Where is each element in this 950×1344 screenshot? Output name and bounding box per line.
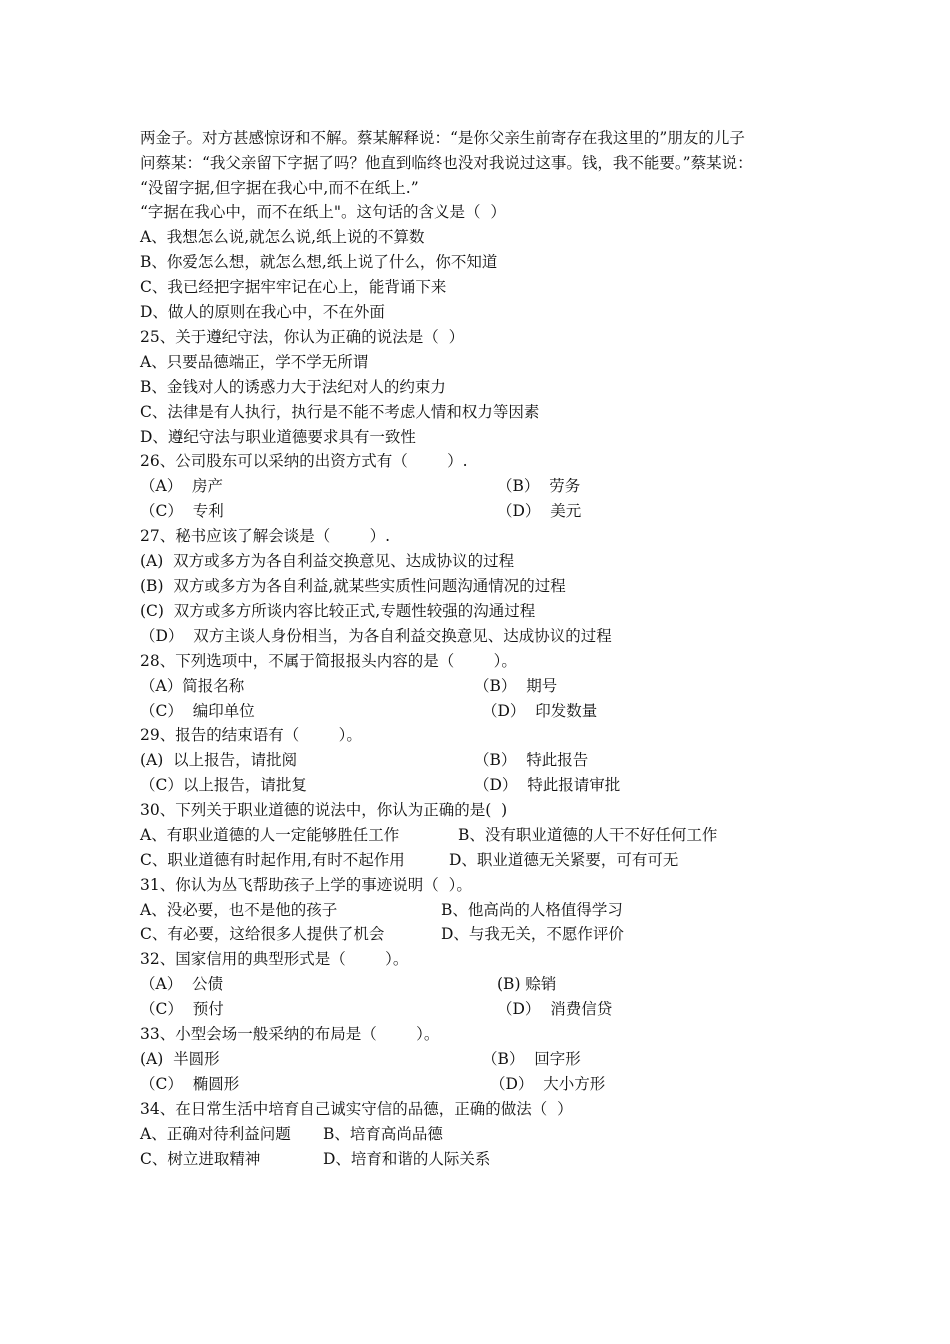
q34-option-d: D、培育和谐的人际关系: [323, 1150, 491, 1168]
q26-option-d: （D） 美元: [497, 502, 582, 520]
option-c: C、我已经把字据牢牢记在心上，能背诵下来: [140, 278, 447, 296]
q32-option-c: （C） 预付: [140, 1000, 224, 1018]
passage-line: “没留字据,但字据在我心中,而不在纸上.”: [140, 179, 419, 197]
q31-option-d: D、与我无关，不愿作评价: [441, 925, 624, 943]
q31-option-b: B、他高尚的人格值得学习: [441, 901, 623, 919]
q28-option-c: （C） 编印单位: [140, 702, 255, 720]
option-b: B、你爱怎么想，就怎么想,纸上说了什么，你不知道: [140, 253, 498, 271]
question-32: 32、国家信用的典型形式是（ ）。: [140, 950, 409, 968]
q25-option-c: C、法律是有人执行，执行是不能不考虑人情和权力等因素: [140, 403, 540, 421]
q26-option-b: （B） 劳务: [497, 477, 581, 495]
question-33: 33、小型会场一般采纳的布局是（ ）。: [140, 1025, 440, 1043]
q30-option-b: B、没有职业道德的人干不好任何工作: [458, 826, 718, 844]
q34-option-b: B、培育高尚品德: [323, 1125, 443, 1143]
q30-option-a: A、有职业道德的人一定能够胜任工作: [140, 826, 400, 844]
q30-option-d: D、职业道德无关紧要，可有可无: [449, 851, 679, 869]
q28-option-d: （D） 印发数量: [482, 702, 598, 720]
q33-option-d: （D） 大小方形: [490, 1075, 606, 1093]
q31-option-a: A、没必要，也不是他的孩子: [140, 901, 338, 919]
q32-option-b: (B) 赊销: [497, 975, 557, 993]
q33-option-a: (A) 半圆形: [140, 1050, 220, 1068]
question-31: 31、你认为丛飞帮助孩子上学的事迹说明（ ）。: [140, 876, 472, 894]
question-26: 26、公司股东可以采纳的出资方式有（ ）.: [140, 452, 468, 470]
q26-option-c: （C） 专利: [140, 502, 224, 520]
question-27: 27、秘书应该了解会谈是（ ）.: [140, 527, 391, 545]
question-30: 30、下列关于职业道德的说法中，你认为正确的是( ): [140, 801, 508, 819]
q33-option-b: （B） 回字形: [482, 1050, 581, 1068]
q25-option-a: A、只要品德端正，学不学无所谓: [140, 353, 369, 371]
option-d: D、做人的原则在我心中，不在外面: [140, 303, 385, 321]
q32-option-d: （D） 消费信贷: [497, 1000, 613, 1018]
q27-option-d: （D） 双方主谈人身份相当，为各自利益交换意见、达成协议的过程: [140, 627, 612, 645]
q25-option-d: D、遵纪守法与职业道德要求具有一致性: [140, 428, 416, 446]
q30-option-c: C、职业道德有时起作用,有时不起作用: [140, 851, 405, 869]
q27-option-c: (C) 双方或多方所谈内容比较正式,专题性较强的沟通过程: [140, 602, 536, 620]
q26-option-a: （A） 房产: [140, 477, 224, 495]
option-a: A、我想怎么说,就怎么说,纸上说的不算数: [140, 228, 425, 246]
q27-option-a: (A) 双方或多方为各自利益交换意见、达成协议的过程: [140, 552, 515, 570]
q29-option-a: (A) 以上报告，请批阅: [140, 751, 298, 769]
question-28: 28、下列选项中，不属于简报报头内容的是（ ）。: [140, 652, 517, 670]
q27-option-b: (B) 双方或多方为各自利益,就某些实质性问题沟通情况的过程: [140, 577, 566, 595]
q32-option-a: （A） 公债: [140, 975, 224, 993]
question-29: 29、报告的结束语有（ ）。: [140, 726, 362, 744]
q29-option-c: （C）以上报告，请批复: [140, 776, 307, 794]
question-25: 25、关于遵纪守法，你认为正确的说法是（ ）: [140, 328, 465, 346]
q33-option-c: （C） 椭圆形: [140, 1075, 240, 1093]
passage-line: 两金子。对方甚感惊讶和不解。蔡某解释说：“是你父亲生前寄存在我这里的”朋友的儿子: [140, 129, 745, 147]
q29-option-b: （B） 特此报告: [474, 751, 589, 769]
q34-option-a: A、正确对待利益问题: [140, 1125, 291, 1143]
q34-option-c: C、树立进取精神: [140, 1150, 261, 1168]
question-34: 34、在日常生活中培育自己诚实守信的品德，正确的做法（ ）: [140, 1100, 573, 1118]
q28-option-a: （A）简报名称: [140, 677, 245, 695]
q28-option-b: （B） 期号: [474, 677, 558, 695]
q29-option-d: （D） 特此报请审批: [474, 776, 621, 794]
question-text: “字据在我心中，而不在纸上"。这句话的含义是（ ）: [140, 203, 506, 221]
q31-option-c: C、有必要，这给很多人提供了机会: [140, 925, 385, 943]
q25-option-b: B、金钱对人的诱惑力大于法纪对人的约束力: [140, 378, 446, 396]
passage-line: 问蔡某：“我父亲留下字据了吗？他直到临终也没对我说过这事。钱，我不能要。”蔡某说：: [140, 154, 753, 172]
